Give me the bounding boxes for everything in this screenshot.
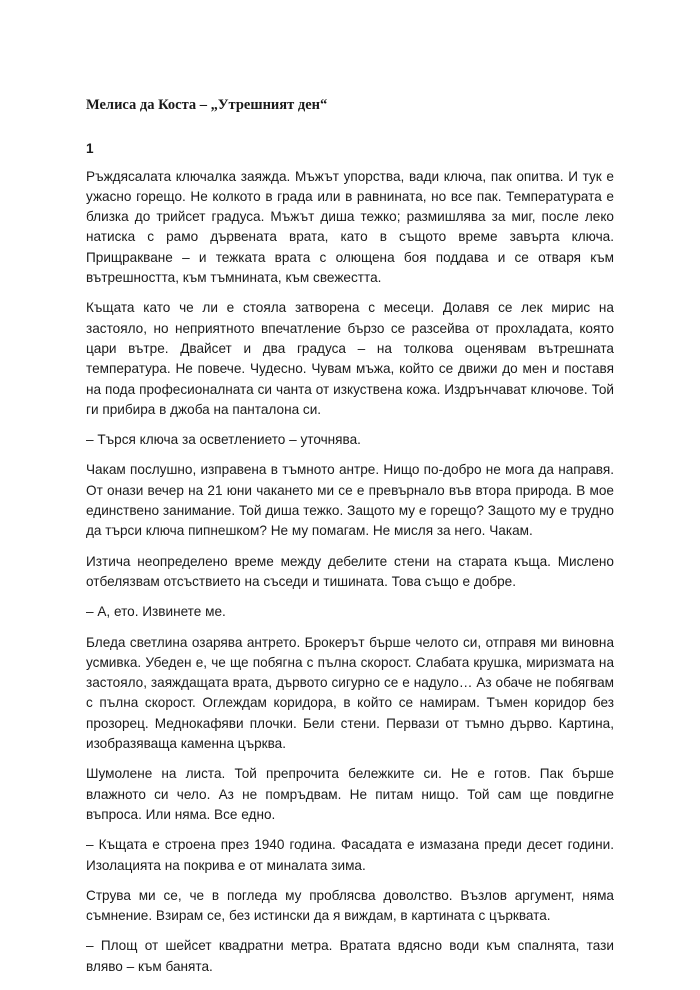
paragraph: Ръждясалата ключалка заяжда. Мъжът упорства, вади ключа, пак опитва. И тук е ужасно горещо. Не колкото в града или в равнината, но все пак. Температурата е близка до трийсет градуса. Мъжът диша тежко; размишлява за миг, после леко натиска с рамо дървената врата, като в същото време завърта ключа. Прищракване – и тежката врата с олющена боя поддава и се отваря към вътрешността, към тъмнината, към свежестта. bbox=[86, 168, 614, 286]
dialogue-line: – Къщата е строена през 1940 година. Фасадата е измазана преди десет години. Изолацията на покрива е от миналата зима. bbox=[86, 837, 614, 873]
paragraph: Изтича неопределено време между дебелите стени на старата къща. Мислено отбелязвам отсъствието на съседи и тишината. Това също е добре. bbox=[86, 553, 614, 589]
paragraph: Шумолене на листа. Той препрочита бележките си. Не е готов. Пак бърше влажното си чело. Аз не помръдвам. Не питам нищо. Той сам ще повдигне въпроса. Или няма. Все едно. bbox=[86, 766, 614, 822]
paragraph: Бледа светлина озарява антрето. Брокерът бърше челото си, отправя ми виновна усмивка. Убеден е, че ще побягна с пълна скорост. Слабата крушка, миризмата на застояло, заяждащата врата, дървото сигурно се е надуло… Аз обаче не побягвам с пълна скорост. Оглеждам коридора, в който се намирам. Тъмен коридор без прозорец. Меднокафяви плочки. Бели стени. Первази от тъмно дърво. Картина, изобразяваща каменна църква. bbox=[86, 634, 614, 752]
paragraph: Къщата като че ли е стояла затворена с месеци. Долавя се лек мирис на застояло, но неприятното впечатление бързо се разсейва от прохладата, която цари вътре. Двайсет и два градуса – на толкова оценявам вътрешната температура. Не повече. Чудесно. Чувам мъжа, който се движи до мен и поставя на пода професионалната си чанта от изкуствена кожа. Издрънчават ключове. Той ги прибира в джоба на панталона си. bbox=[86, 300, 614, 417]
dialogue-line: – Площ от шейсет квадратни метра. Вратата вдясно води към спалнята, тази вляво – към банята. bbox=[86, 938, 614, 974]
dialogue-line: – Търся ключа за осветлението – уточнява. bbox=[86, 432, 361, 448]
paragraph: Струва ми се, че в погледа му проблясва доволство. Възлов аргумент, няма съмнение. Взирам се, без истински да я виждам, в картината с църквата. bbox=[86, 887, 614, 924]
chapter-number: 1 bbox=[86, 141, 94, 157]
dialogue-line: – А, ето. Извинете ме. bbox=[86, 604, 226, 620]
paragraph: Чакам послушно, изправена в тъмното антре. Нищо по-добро не мога да направя. От онази вечер на 21 юни чакането ми се е превърнало във втора природа. В мое единствено занимание. Той диша тежко. Защото му е горещо? Защото му е трудно да търси ключа пипнешком? Не му помагам. Не мисля за него. Чакам. bbox=[86, 462, 614, 539]
document-title: Мелиса да Коста – „Утрешният ден“ bbox=[86, 97, 328, 113]
document-page bbox=[86, 95, 614, 987]
